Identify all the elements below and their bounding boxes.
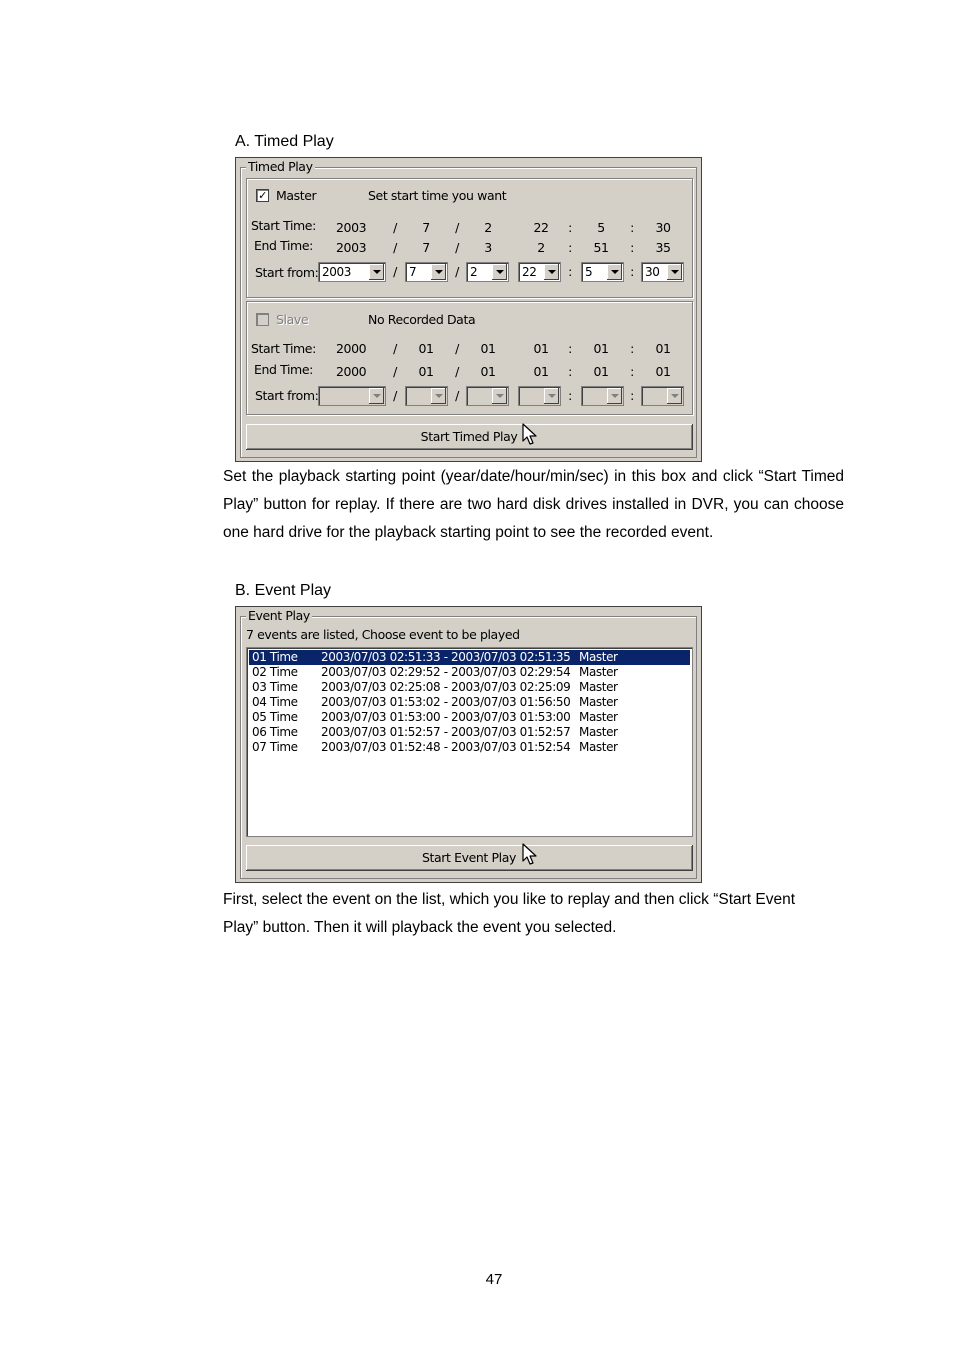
slave-day-select[interactable] [466, 386, 509, 406]
slave-end-day: 01 [480, 364, 496, 379]
master-end-month: 7 [422, 240, 430, 255]
section-a-heading: A. Timed Play [235, 133, 334, 150]
event-summary: 7 events are listed, Choose event to be played [246, 627, 520, 642]
master-end-day: 3 [484, 240, 492, 255]
event-label: 03 Time [252, 680, 298, 694]
master-start-year: 2003 [336, 220, 367, 235]
chevron-down-icon[interactable] [492, 388, 507, 404]
master-end-hour: 2 [537, 240, 545, 255]
chevron-down-icon[interactable] [492, 264, 507, 280]
event-row[interactable] [249, 665, 690, 680]
event-range: 2003/07/03 02:51:33 - 2003/07/03 02:51:35 [321, 650, 571, 664]
separator-slash: / [455, 220, 459, 235]
separator-slash: / [455, 240, 459, 255]
separator-slash: / [393, 364, 397, 379]
separator-slash: / [393, 388, 397, 403]
master-min-value: 5 [585, 265, 593, 279]
slave-start-min: 01 [593, 341, 609, 356]
section-a-description: Set the playback starting point (year/date/hour/min/sec) in this box and click “Start Timed Play” button for replay. If there are two hard disk drives installed in DVR, you can choose one hard drive for the playback starting point to see the recorded event. [223, 468, 844, 541]
chevron-down-icon[interactable] [667, 388, 682, 404]
slave-start-day: 01 [480, 341, 496, 356]
event-range: 2003/07/03 01:52:57 - 2003/07/03 01:52:57 [321, 725, 571, 739]
master-month-select[interactable] [405, 262, 448, 282]
master-end-year: 2003 [336, 240, 367, 255]
separator-slash: / [393, 264, 397, 279]
section-b-description-line2: Play” button. Then it will playback the event you selected. [223, 919, 617, 936]
section-b-description-line1: First, select the event on the list, which you like to replay and then click “Start Event [223, 891, 796, 908]
master-checkbox[interactable]: ✓ [256, 189, 269, 202]
slave-year-select[interactable] [318, 386, 386, 406]
master-start-time-label: Start Time: [251, 218, 316, 233]
master-month-value: 7 [409, 265, 417, 279]
master-year-select[interactable] [318, 262, 386, 282]
event-drive: Master [579, 695, 618, 709]
event-range: 2003/07/03 02:25:08 - 2003/07/03 02:25:09 [321, 680, 571, 694]
event-drive: Master [579, 740, 618, 754]
event-drive: Master [579, 680, 618, 694]
slave-min-select[interactable] [581, 386, 624, 406]
event-play-window [235, 606, 702, 883]
slave-start-hour: 01 [533, 341, 549, 356]
event-drive: Master [579, 665, 618, 679]
master-min-select[interactable] [581, 262, 624, 282]
slave-checkbox-label: Slave [276, 312, 309, 327]
event-range: 2003/07/03 01:53:02 - 2003/07/03 01:56:50 [321, 695, 571, 709]
event-row[interactable] [249, 710, 690, 725]
master-start-month: 7 [422, 220, 430, 235]
master-end-time-label: End Time: [254, 238, 313, 253]
event-label: 02 Time [252, 665, 298, 679]
master-start-min: 5 [597, 220, 605, 235]
master-start-from-label: Start from: [255, 265, 319, 280]
slave-start-time-label: Start Time: [251, 341, 316, 356]
separator-colon: : [630, 264, 634, 279]
event-row[interactable] [249, 680, 690, 695]
event-row[interactable] [249, 725, 690, 740]
start-event-play-button[interactable]: Start Event Play [246, 845, 693, 871]
slave-message: No Recorded Data [368, 312, 476, 327]
event-range: 2003/07/03 01:53:00 - 2003/07/03 01:53:00 [321, 710, 571, 724]
chevron-down-icon[interactable] [369, 388, 384, 404]
event-label: 04 Time [252, 695, 298, 709]
slave-end-month: 01 [418, 364, 434, 379]
slave-end-year: 2000 [336, 364, 367, 379]
separator-colon: : [630, 388, 634, 403]
event-drive: Master [579, 710, 618, 724]
chevron-down-icon[interactable] [607, 388, 622, 404]
event-range: 2003/07/03 01:52:48 - 2003/07/03 01:52:54 [321, 740, 571, 754]
separator-colon: : [630, 364, 634, 379]
mouse-pointer-icon [522, 843, 538, 867]
master-end-sec: 35 [655, 240, 671, 255]
slave-start-sec: 01 [655, 341, 671, 356]
separator-colon: : [568, 220, 572, 235]
chevron-down-icon[interactable] [431, 264, 446, 280]
chevron-down-icon[interactable] [607, 264, 622, 280]
event-row[interactable] [249, 650, 690, 665]
slave-checkbox[interactable] [256, 313, 269, 326]
master-message: Set start time you want [368, 188, 507, 203]
master-end-min: 51 [593, 240, 609, 255]
slave-month-select[interactable] [405, 386, 448, 406]
slave-start-month: 01 [418, 341, 434, 356]
event-label: 07 Time [252, 740, 298, 754]
slave-hour-select[interactable] [518, 386, 561, 406]
separator-slash: / [455, 341, 459, 356]
master-sec-select[interactable] [641, 262, 684, 282]
chevron-down-icon[interactable] [544, 264, 559, 280]
separator-colon: : [568, 264, 572, 279]
separator-colon: : [568, 240, 572, 255]
separator-colon: : [630, 240, 634, 255]
separator-slash: / [393, 341, 397, 356]
master-year-value: 2003 [322, 265, 351, 279]
separator-slash: / [393, 240, 397, 255]
separator-colon: : [568, 364, 572, 379]
slave-end-hour: 01 [533, 364, 549, 379]
master-hour-value: 22 [522, 265, 537, 279]
separator-colon: : [630, 341, 634, 356]
section-b-description [223, 886, 844, 942]
separator-slash: / [455, 388, 459, 403]
chevron-down-icon[interactable] [431, 388, 446, 404]
chevron-down-icon[interactable] [369, 264, 384, 280]
section-b-heading: B. Event Play [235, 582, 332, 599]
master-checkbox-label: Master [276, 188, 317, 203]
start-timed-play-button[interactable]: Start Timed Play [246, 424, 693, 450]
slave-end-sec: 01 [655, 364, 671, 379]
master-start-hour: 22 [533, 220, 549, 235]
master-day-value: 2 [470, 265, 478, 279]
separator-slash: / [393, 220, 397, 235]
event-list[interactable] [246, 647, 693, 837]
master-day-select[interactable] [466, 262, 509, 282]
event-row[interactable] [249, 740, 690, 755]
slave-start-year: 2000 [336, 341, 367, 356]
slave-start-from-label: Start from: [255, 388, 319, 403]
event-drive: Master [579, 725, 618, 739]
separator-colon: : [568, 341, 572, 356]
event-range: 2003/07/03 02:29:52 - 2003/07/03 02:29:54 [321, 665, 571, 679]
chevron-down-icon[interactable] [544, 388, 559, 404]
event-row[interactable] [249, 695, 690, 710]
separator-slash: / [455, 264, 459, 279]
separator-slash: / [455, 364, 459, 379]
master-start-day: 2 [484, 220, 492, 235]
master-start-sec: 30 [655, 220, 671, 235]
chevron-down-icon[interactable] [667, 264, 682, 280]
event-label: 06 Time [252, 725, 298, 739]
master-hour-select[interactable] [518, 262, 561, 282]
separator-colon: : [568, 388, 572, 403]
separator-colon: : [630, 220, 634, 235]
timed-play-title: Timed Play [248, 159, 313, 174]
slave-end-min: 01 [593, 364, 609, 379]
slave-end-time-label: End Time: [254, 362, 313, 377]
mouse-pointer-icon [522, 423, 538, 447]
event-play-title: Event Play [248, 608, 310, 623]
event-label: 01 Time [252, 650, 298, 664]
event-drive: Master [579, 650, 618, 664]
event-label: 05 Time [252, 710, 298, 724]
slave-sec-select[interactable] [641, 386, 684, 406]
timed-play-window [235, 157, 702, 462]
page-number: 47 [485, 1271, 503, 1288]
master-sec-value: 30 [645, 265, 660, 279]
